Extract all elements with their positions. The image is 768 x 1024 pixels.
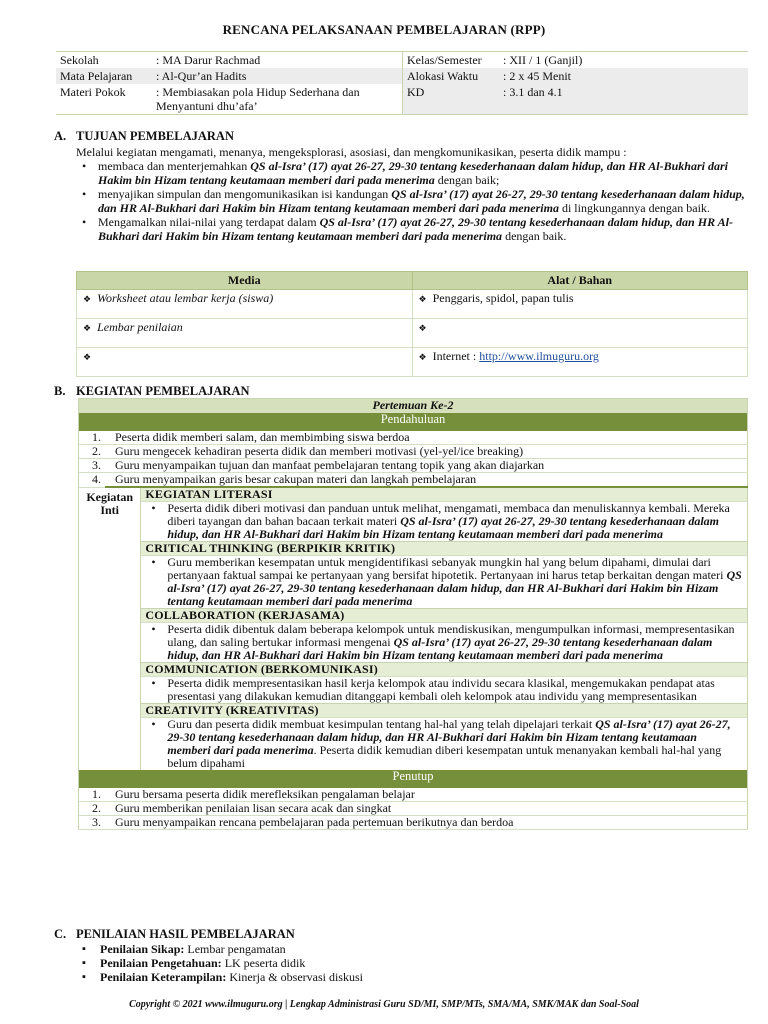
row-text: Guru bersama peserta didik merefleksikan pengalaman belajar — [105, 788, 748, 802]
row-text: Guru menyampaikan rencana pembelajaran pada pertemuan berikutnya dan berdoa — [105, 816, 748, 830]
table-row — [79, 802, 748, 816]
pertemuan-band: Pertemuan Ke-2 — [79, 399, 748, 414]
kd-value: : 3.1 dan 4.1 — [499, 84, 748, 115]
list-item — [76, 956, 748, 970]
row-text: Guru mengecek kehadiran peserta didik dan memberi motivasi (yel-yel/ice breaking) — [105, 445, 748, 459]
item-text: menyajikan simpulan dan mengomunikasikan isi kandungan — [98, 187, 392, 201]
media-col-header: Media — [77, 272, 413, 290]
section-a-heading — [54, 129, 234, 144]
penilaian-list — [76, 942, 748, 984]
item-bold-text: QS al-Isra’ (17) ayat 26-27, 29-30 tentang kesederhanaan dalam hidup, dan HR Al-Bukhari dari Hakim bin Hizam tentang keutamaan memberi dari pada menerima — [167, 514, 719, 541]
sekolah-value: : MA Darur Rachmad — [156, 53, 261, 67]
info-row — [56, 52, 748, 69]
critical-thinking-body — [141, 556, 748, 609]
item-text: Mengamalkan nilai-nilai yang terdapat dalam — [98, 215, 320, 229]
diamond-bullet-icon: ❖ — [418, 294, 427, 304]
kelas-value: : XII / 1 (Ganjil) — [503, 53, 583, 67]
table-row — [79, 473, 748, 488]
table-cell — [412, 319, 748, 348]
list-item — [76, 970, 748, 984]
table-row — [79, 445, 748, 459]
table-cell — [77, 348, 413, 377]
diamond-bullet-icon: ❖ — [83, 294, 92, 304]
item-text: di lingkungannya dengan baik. — [558, 201, 710, 215]
item-text: Lembar pengamatan — [184, 942, 286, 956]
diamond-bullet-icon: ❖ — [418, 352, 427, 362]
item-text: dengan baik. — [502, 229, 567, 243]
row-number: 2. — [79, 445, 106, 459]
table-row — [77, 290, 748, 319]
collaboration-heading: COLLABORATION (KERJASAMA) — [141, 609, 748, 623]
table-cell — [77, 319, 413, 348]
item-text: Peserta didik diberi motivasi dan panduan untuk melihat, mengamati, membaca dan menuliskannya kembali. Mereka diberi tayangan dan bahan bacaan terkait materi — [167, 501, 730, 528]
cell-text: Lembar penilaian — [97, 320, 183, 334]
kelas-label: Kelas/Semester — [403, 52, 500, 69]
table-cell — [412, 290, 748, 319]
mapel-value: : Al-Qur’an Hadits — [152, 68, 403, 84]
alokasi-label: Alokasi Waktu — [403, 68, 500, 84]
item-bold-text: QS al-Isra’ (17) ayat 26-27, 29-30 tentang kesederhanaan dalam hidup, dan HR Al-Bukhari dari Hakim bin Hizam tentang keutamaan memberi dari pada menerima — [167, 717, 731, 757]
section-b-heading — [54, 384, 250, 399]
item-text: membaca dan menterjemahkan — [98, 159, 251, 173]
media-header-row — [77, 272, 748, 290]
info-table — [56, 51, 748, 115]
item-text: Guru dan peserta didik membuat kesimpulan tentang hal-hal yang telah dipelajari terkait — [167, 717, 596, 731]
section-a-letter: A. — [54, 129, 67, 143]
row-text: Guru memberikan penilaian lisan secara acak dan singkat — [105, 802, 748, 816]
item-label: Penilaian Pengetahuan: — [100, 956, 222, 970]
item-bold-text: QS al-Isra’ (17) ayat 26-27, 29-30 tentang kesederhanaan dalam hidup, dan HR Al-Bukhari dari Hakim bin Hizam tentang keutamaan memberi dari pada menerima — [167, 635, 713, 662]
table-row — [77, 319, 748, 348]
item-text: Guru memberikan kesempatan untuk mengidentifikasi sebanyak mungkin hal yang belum dipahami, dimulai dari pertanyaan faktual sampai ke pertanyaan yang bersifat hipotetik. Pertanyaan ini harus tetap berkaitan dengan materi — [167, 555, 727, 582]
item-bold-text: QS al-Isra’ (17) ayat 26-27, 29-30 tentang kesederhanaan dalam hidup, dan HR Al-Bukhari dari Hakim bin Hizam tentang keutamaan memberi dari pada menerima — [98, 159, 728, 187]
row-number: 3. — [79, 816, 106, 830]
item-text: Peserta didik dibentuk dalam beberapa kelompok untuk mendiskusikan, mengumpulkan informasi, mempresentasikan ulang, dan saling bertukar informasi mengenai — [167, 622, 735, 649]
materi-value: : Membiasakan pola Hidup Sederhana dan Menyantuni dhu’afa’ — [156, 85, 360, 113]
list-item — [145, 677, 743, 703]
list-item — [76, 215, 748, 243]
creativity-body — [141, 718, 748, 771]
item-label: Penilaian Sikap: — [100, 942, 185, 956]
internet-link[interactable]: http://www.ilmuguru.org — [479, 349, 599, 363]
pendahuluan-band: Pendahuluan — [79, 413, 748, 431]
mapel-label: Mata Pelajaran — [56, 68, 152, 84]
row-text: Guru menyampaikan garis besar cakupan materi dan langkah pembelajaran — [105, 473, 748, 488]
list-item — [76, 942, 748, 956]
table-cell — [412, 348, 748, 377]
creativity-heading: CREATIVITY (KREATIVITAS) — [141, 704, 748, 718]
row-number: 1. — [79, 431, 106, 445]
row-number: 2. — [79, 802, 106, 816]
kegiatan-inti-label: Kegiatan Inti — [79, 487, 141, 770]
table-cell — [77, 290, 413, 319]
item-bold-text: QS al-Isra’ (17) ayat 26-27, 29-30 tentang kesederhanaan dalam hidup, dan HR Al-Bukhari dari Hakim bin Hizam tentang keutamaan memberi dari pada menerima — [167, 568, 742, 608]
section-c-title: PENILAIAN HASIL PEMBELAJARAN — [76, 927, 295, 941]
sekolah-label: Sekolah — [60, 53, 99, 67]
table-row — [79, 788, 748, 802]
list-item — [76, 159, 748, 187]
communication-heading: COMMUNICATION (BERKOMUNIKASI) — [141, 663, 748, 677]
item-bold-text: QS al-Isra’ (17) ayat 26-27, 29-30 tentang kesederhanaan dalam hidup, dan HR Al-Bukhari dari Hakim bin Hizam tentang keutamaan memberi dari pada menerima — [98, 187, 745, 215]
list-item — [145, 502, 743, 541]
row-number: 4. — [79, 473, 106, 488]
tujuan-list — [76, 159, 748, 243]
item-text: LK peserta didik — [221, 956, 306, 970]
item-text: Peserta didik mempresentasikan hasil kerja kelompok atau individu secara klasikal, mengemukakan pendapat atas presentasi yang dilakukan kemudian ditanggapi kembali oleh kelompok atau individu yang mempresentasikan — [167, 676, 715, 703]
critical-thinking-heading: CRITICAL THINKING (BERPIKIR KRITIK) — [141, 542, 748, 556]
materi-label: Materi Pokok — [60, 85, 126, 99]
info-row — [56, 68, 748, 84]
cell-text: Internet : — [432, 349, 480, 363]
table-row — [79, 816, 748, 830]
media-table — [76, 271, 748, 377]
section-b-title: KEGIATAN PEMBELAJARAN — [76, 384, 250, 398]
section-b-letter: B. — [54, 384, 66, 398]
item-text: Kinerja & observasi diskusi — [226, 970, 363, 984]
item-text: dengan baik; — [434, 173, 500, 187]
collaboration-body — [141, 623, 748, 663]
row-number: 3. — [79, 459, 106, 473]
alat-col-header: Alat / Bahan — [412, 272, 748, 290]
item-text: . Peserta didik kemudian diberi kesempatan untuk menanyakan kembali hal-hal yang belum dipahami — [167, 743, 722, 770]
section-c-letter: C. — [54, 927, 67, 941]
kd-label: KD — [403, 84, 500, 115]
table-row — [79, 431, 748, 445]
diamond-bullet-icon: ❖ — [418, 323, 427, 333]
list-item — [145, 556, 743, 608]
row-text: Peserta didik memberi salam, dan membimbing siswa berdoa — [105, 431, 748, 445]
penilaian-content — [76, 942, 748, 984]
tujuan-content — [76, 145, 748, 243]
tujuan-intro: Melalui kegiatan mengamati, menanya, mengeksplorasi, asosiasi, dan mengkomunikasikan, peserta didik mampu : — [76, 145, 627, 159]
table-row — [77, 348, 748, 377]
diamond-bullet-icon: ❖ — [83, 323, 92, 333]
section-a-title: TUJUAN PEMBELAJARAN — [76, 129, 234, 143]
diamond-bullet-icon: ❖ — [83, 352, 92, 362]
penutup-band: Penutup — [79, 770, 748, 788]
cell-text: Worksheet atau lembar kerja (siswa) — [97, 291, 274, 305]
communication-body — [141, 677, 748, 704]
list-item — [145, 718, 743, 770]
row-number: 1. — [79, 788, 106, 802]
list-item — [76, 187, 748, 215]
list-item — [145, 623, 743, 662]
section-c-heading — [54, 927, 295, 942]
literasi-heading: KEGIATAN LITERASI — [141, 487, 748, 502]
literasi-body — [141, 502, 748, 542]
alokasi-value: : 2 x 45 Menit — [499, 68, 748, 84]
row-text: Guru menyampaikan tujuan dan manfaat pembelajaran tentang topik yang akan diajarkan — [105, 459, 748, 473]
table-row — [79, 459, 748, 473]
item-bold-text: QS al-Isra’ (17) ayat 26-27, 29-30 tentang kesederhanaan dalam hidup, dan HR Al-Bukhari dari Hakim bin Hizam tentang keutamaan memberi dari pada menerima — [98, 215, 733, 243]
cell-text: Penggaris, spidol, papan tulis — [432, 291, 574, 305]
item-label: Penilaian Keterampilan: — [100, 970, 227, 984]
document-title: RENCANA PELAKSANAAN PEMBELAJARAN (RPP) — [222, 22, 546, 37]
page-footer: Copyright © 2021 www.ilmuguru.org | Lengkap Administrasi Guru SD/MI, SMP/MTs, SMA/MA, SMK/MAK dan Soal-Soal — [129, 999, 639, 1010]
info-row — [56, 84, 748, 115]
kegiatan-table — [78, 398, 748, 830]
